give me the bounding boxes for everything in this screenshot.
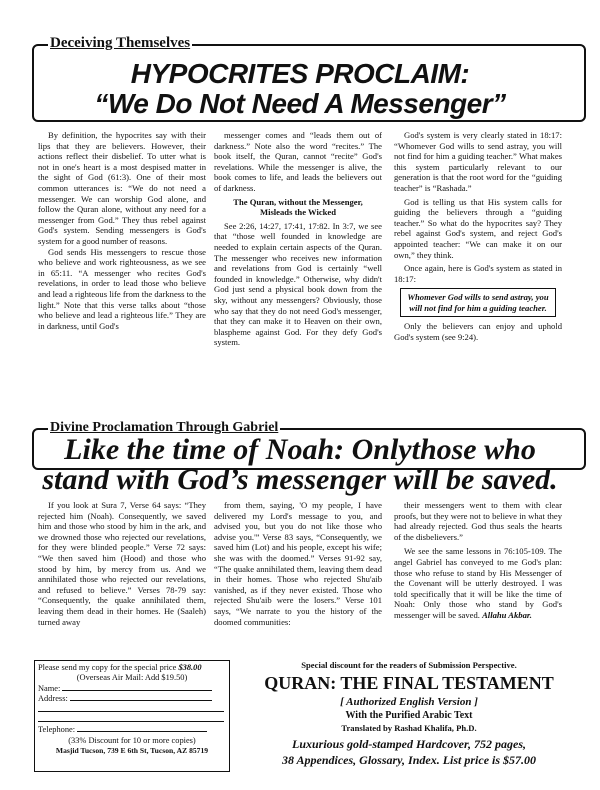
section1-title-line2: “We Do Not Need A Messenger”: [94, 88, 506, 119]
name-row: [38, 684, 226, 694]
section1-column-3: [394, 130, 562, 342]
order-price: $38.00: [178, 663, 202, 672]
section1-column-1: [38, 130, 206, 331]
subhead-line1: The Quran, without the Messenger,: [233, 196, 363, 207]
quote-box: Whomever God wills to send astray, you will not find for him a guiding teacher.: [400, 288, 556, 317]
section2-col2-paragraph: from them, saying, 'O my people, I have delivered my Lord's message to you, and advised you, but you do not like those who advise you.'” Verse 83 says, “Consequently, we saved him (Lot) and his people, except his wife; she was with the doomed.” Verses 91-92 say, “The quake annihilated them, leaving them dead in their homes. Those who rejected Shu'aib vanished, as if they never existed. Those who rejected Shu'aib were the losers.” Verse 101 says, “We narrate to you the history of the doomed communities:: [214, 500, 382, 627]
section2-title-line1: Like the time of Noah: Onlythose who: [64, 433, 536, 466]
section2-col3-paragraph: their messengers went to them with clear proofs, but they were not to believe in what they had already rejected. God thus seals the hearts of the disbelievers.”: [394, 500, 562, 542]
section1-col2-paragraph: See 2:26, 14:27, 17:41, 17:82. In 3:7, we see that “those well founded in knowledge are needed to explain certain aspects of the Quran. The messenger who receives new information and revelations from God is certainly “well founded in knowledge.” Otherwise, why didn't God just send a physical book down from the sky, without any messengers? Obviously, those who say that they do not need God's messenger, that they can make it to Heaven on their own, blaspheme against God. For they defy God's system.: [214, 220, 382, 348]
section1-kicker: Deceiving Themselves: [50, 35, 191, 51]
ad-subtitle: [ Authorized English Version ]: [340, 696, 478, 708]
section1-col3-paragraph: God is telling us that His system calls for guiding the believers through a “guiding teacher.” So what do the hypocrites say? They rebel against God's system, and reject God's appointed teacher: “We can make it on our own,” they think.: [394, 196, 562, 260]
section1-column-2: [214, 130, 382, 348]
discount-note: (33% Discount for 10 or more copies): [68, 735, 196, 745]
closing-phrase: Allahu Akbar.: [482, 609, 532, 620]
telephone-label: Telephone:: [38, 725, 76, 735]
address-field-3[interactable]: [38, 721, 224, 722]
ad-title: QURAN: THE FINAL TESTAMENT: [264, 673, 554, 693]
address-field-2[interactable]: [38, 711, 224, 712]
ad-special: Special discount for the readers of Submission Perspective.: [301, 660, 517, 670]
address-field[interactable]: [70, 700, 212, 701]
section1-col1-paragraph: By definition, the hypocrites say with their lips that they are believers. However, their actions reflect their disbelief. To utter what is not in one's heart is a most despised matter in the sight of God (61:3). One of their most common utterances is: “We do not need a messenger. We can worship God alone, and follow the Quran alone, without any need for a messenger from God.” They thus rebel against God's system. Sending messengers is God's system for a good number of reasons.: [38, 130, 206, 246]
section1-title-line1: HYPOCRITES PROCLAIM:: [130, 58, 470, 89]
order-form: [34, 660, 230, 772]
address-row: [38, 694, 226, 704]
section1-col2-paragraph: messenger comes and “leads them out of darkness.” Note also the word “recites.” The book itself, the Quran, cannot “recite” God's revelations. While the messenger is alive, the book comes to life, and leads the believers out of darkness.: [214, 130, 382, 193]
order-text: Please send my copy for the special price: [38, 663, 177, 672]
section2-col3-paragraph: [394, 546, 562, 620]
section2-col1-paragraph: If you look at Sura 7, Verse 64 says: “They rejected him (Noah). Consequently, we saved him and those who stood by him in the ark, and we drowned those who rejected our revelations, for they were blinded people.” Verse 72 says: “We then saved him (Hood) and those who stood by him, by mercy from us. And we annihilated those who rejected our revelations, and refused to believe.” Verses 78-79 say: “Consequently, the quake annihilated them, leaving them dead in their homes. He (Saaleh) turned away: [38, 500, 206, 627]
section1-col3-paragraph: Once again, here is God's system as stated in 18:17:: [394, 263, 562, 284]
section2-kicker: Divine Proclamation Through Gabriel: [50, 420, 279, 435]
airmail-note: (Overseas Air Mail: Add $19.50): [76, 673, 188, 683]
telephone-row: [38, 725, 226, 735]
section1-col3-paragraph: God's system is very clearly stated in 18:17: “Whomever God wills to send astray, you will not find for him a guiding teacher.” What makes this system particularly relevant to our generation is that the root word for the “guiding teacher” is “Rashada.”: [394, 130, 562, 193]
ad-translator: Translated by Rashad Khalifa, Ph.D.: [341, 723, 477, 733]
order-line: [38, 663, 226, 673]
address-label: Address:: [38, 694, 68, 704]
section2-column-2: [214, 500, 382, 627]
section1-col1-paragraph: God sends His messengers to rescue those who believe and work righteousness, as we see in 65:11. “A messenger who recites God's revelations, in order to lead those who believe and lead a righteous life from the darkness to the light.” Note that this verse talks about “those who believe and lead a righteous life.” They are in darkness, until God's: [38, 246, 206, 331]
name-label: Name:: [38, 683, 61, 693]
section1-subhead: [214, 197, 382, 218]
section2-col3-text: We see the same lessons in 76:105-109. The angel Gabriel has conveyed to me God's plan: those who refuse to stand by His Messenger of the Covenant will be utterly destroyed. I was told specifically that it will be like the time of Noah: Only those who stand by God's messenger will be saved.: [394, 546, 562, 620]
section2-title-line2: stand with God’s messenger will be saved.: [42, 463, 558, 496]
ad-arabic: With the Purified Arabic Text: [345, 710, 473, 721]
name-field[interactable]: [62, 690, 212, 691]
section2-column-3: [394, 500, 562, 621]
telephone-field[interactable]: [77, 731, 207, 732]
mail-address: Masjid Tucson, 739 E 6th St, Tucson, AZ 85719: [55, 746, 209, 756]
section2-column-1: [38, 500, 206, 627]
subhead-line2: Misleads the Wicked: [259, 207, 337, 218]
ad-description-2: 38 Appendices, Glossary, Index. List price is $57.00: [281, 753, 537, 767]
address-row-3: [38, 715, 226, 725]
section1-col3-paragraph: Only the believers can enjoy and uphold God's system (see 9:24).: [394, 321, 562, 342]
address-row-2: [38, 705, 226, 715]
ad-description-1: Luxurious gold-stamped Hardcover, 752 pages,: [291, 737, 526, 751]
